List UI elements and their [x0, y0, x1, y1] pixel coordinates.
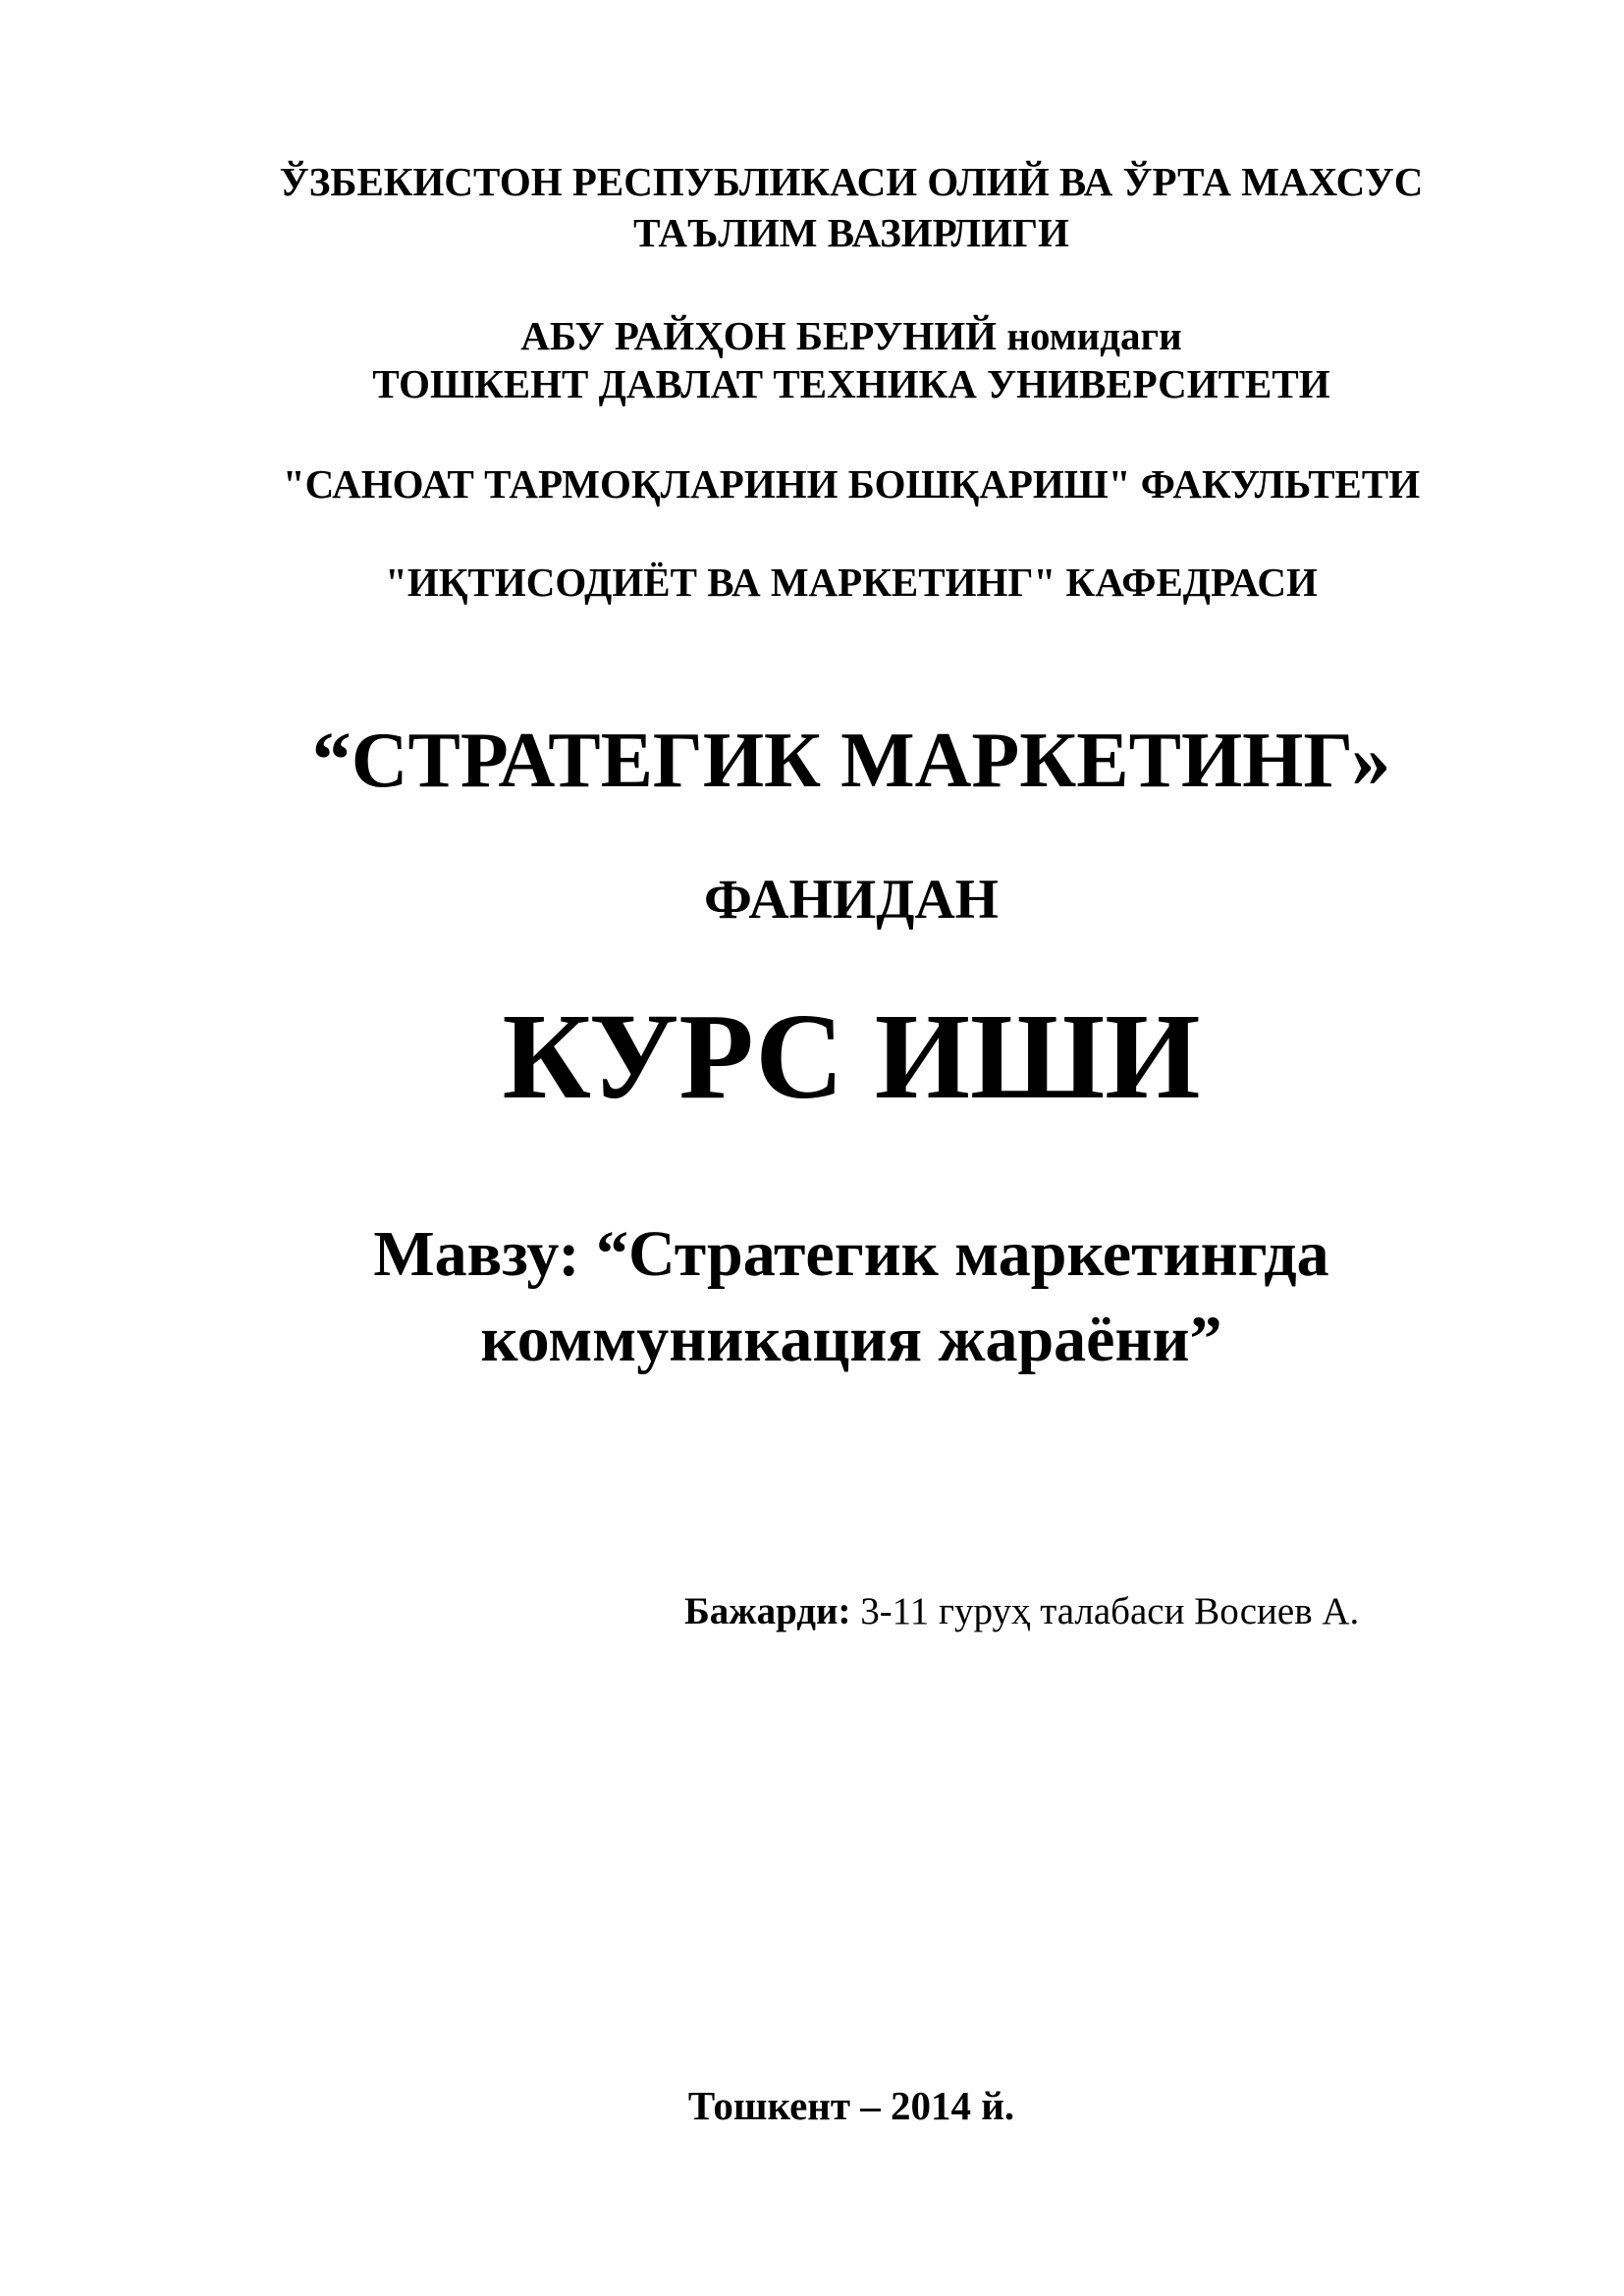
faculty-name: "САНОАТ ТАРМОҚЛАРИНИ БОШҚАРИШ" ФАКУЛЬТЕТИ: [282, 461, 1421, 507]
department-name: "ИҚТИСОДИЁТ ВА МАРКЕТИНГ" КАФЕДРАСИ: [385, 560, 1318, 605]
university-line-1: АБУ РАЙҲОН БЕРУНИЙ номидаги: [520, 313, 1182, 358]
subject-suffix: ФАНИДАН: [704, 869, 999, 931]
ministry-line-2: ТАЪЛИМ ВАЗИРЛИГИ: [633, 210, 1069, 255]
author-value: 3-11 гуруҳ талабаси Восиев А.: [850, 1590, 1360, 1632]
work-type-title: КУРС ИШИ: [502, 989, 1201, 1125]
university-line-2: ТОШКЕНТ ДАВЛАТ ТЕХНИКА УНИВЕРСИТЕТИ: [372, 361, 1330, 406]
author-info: [684, 1592, 1359, 1630]
city-year-footer: Тошкент – 2014 й.: [687, 2083, 1015, 2128]
ministry-line-1: ЎЗБЕКИСТОН РЕСПУБЛИКАСИ ОЛИЙ ВА ЎРТА МАХСУС: [279, 159, 1424, 204]
topic-line-1: Мавзу: “Стратегик маркетингда: [373, 1218, 1329, 1290]
author-label: Бажарди:: [684, 1590, 851, 1632]
subject-title: “СТРАТЕГИК МАРКЕТИНГ»: [311, 718, 1391, 804]
topic-line-2: коммуникация жараёни”: [480, 1304, 1222, 1375]
